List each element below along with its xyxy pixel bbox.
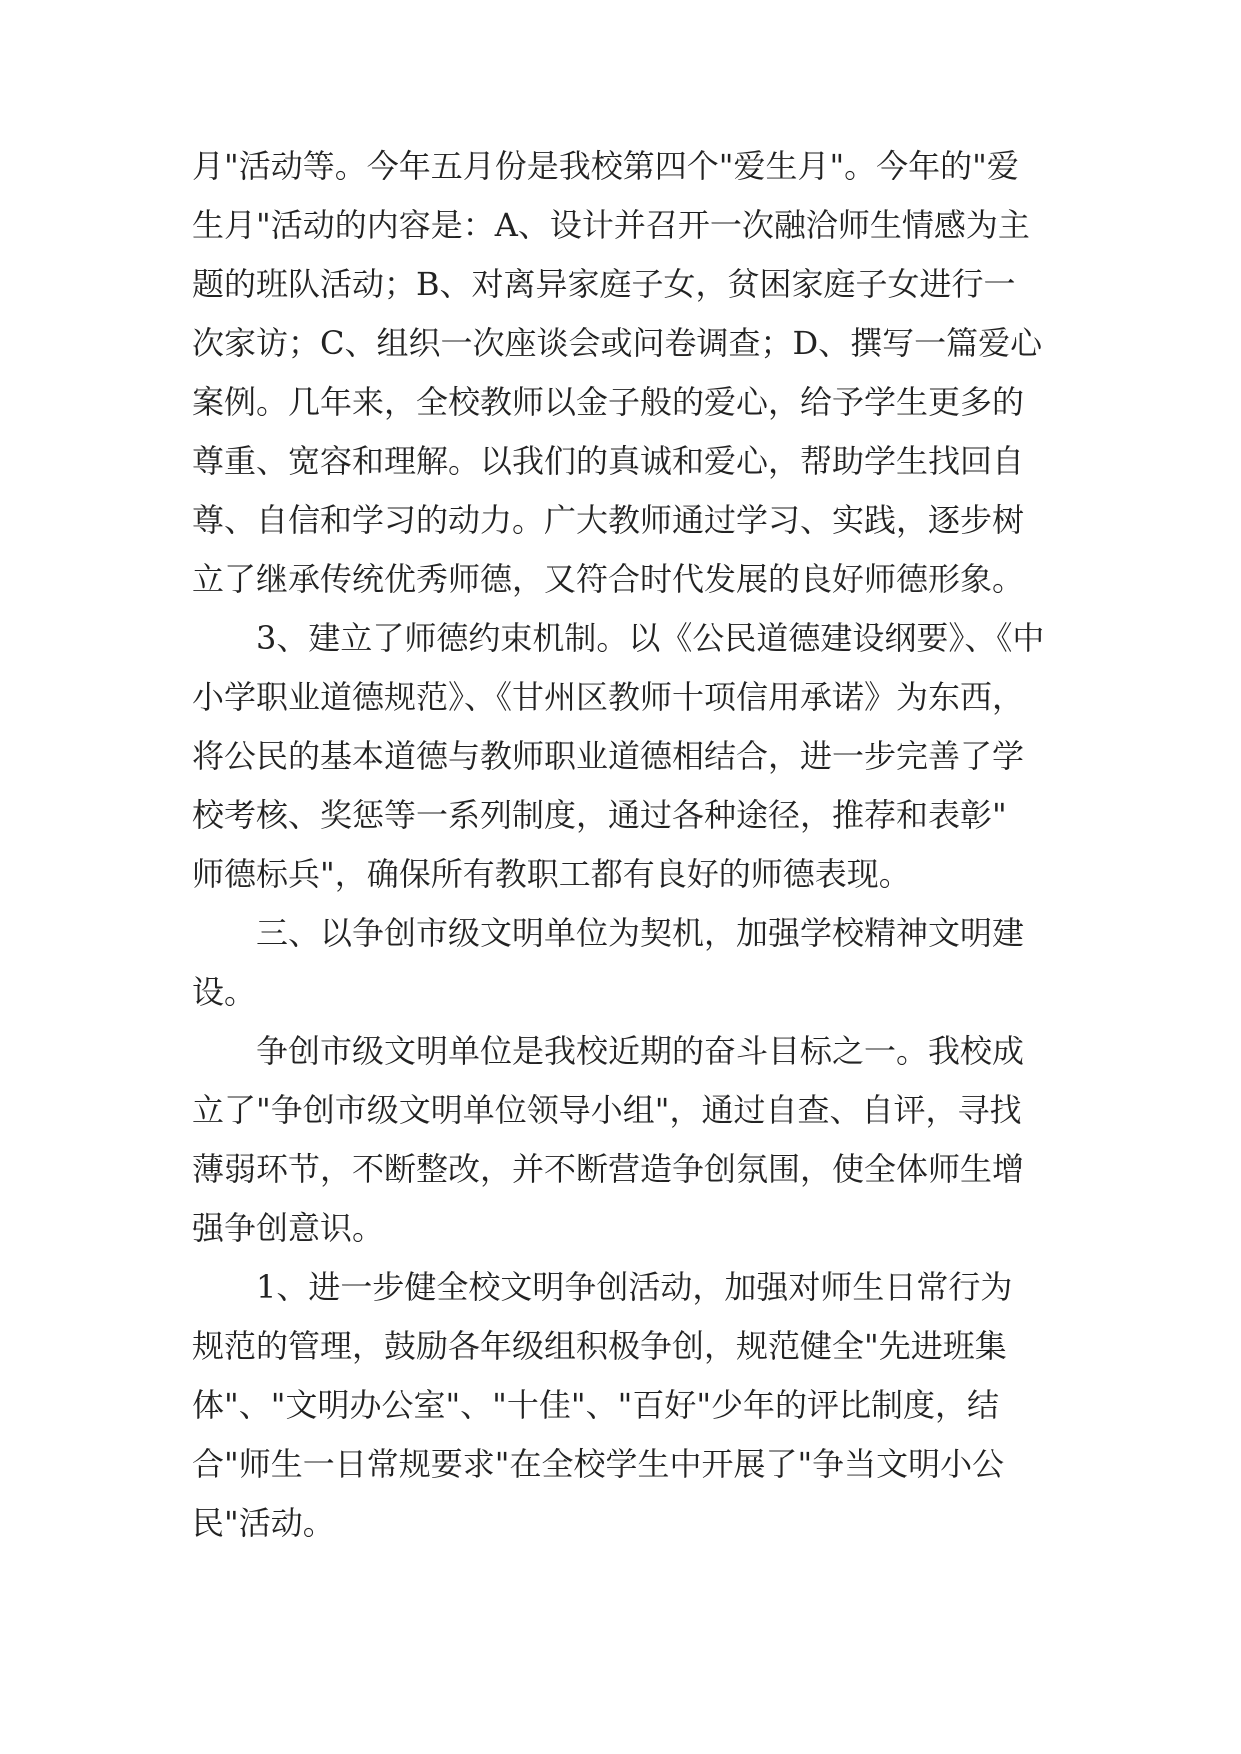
text-line: 月"活动等。今年五月份是我校第四个"爱生月"。今年的"爱 — [192, 147, 1019, 185]
text-line: 尊、自信和学习的动力。广大教师通过学习、实践，逐步树 — [192, 501, 1025, 539]
paragraph-first-line: 1、进一步健全校文明争创活动，加强对师生日常行为 — [256, 1268, 1013, 1306]
text-line: 尊重、宽容和理解。以我们的真诚和爱心，帮助学生找回自 — [192, 442, 1025, 480]
text-line: 生月"活动的内容是：A、设计并召开一次融洽师生情感为主 — [192, 206, 1030, 244]
text-line: 合"师生一日常规要求"在全校学生中开展了"争当文明小公 — [192, 1445, 1005, 1483]
text-line: 规范的管理，鼓励各年级组积极争创，规范健全"先进班集 — [192, 1327, 1007, 1365]
paragraph-first-line: 争创市级文明单位是我校近期的奋斗目标之一。我校成 — [256, 1032, 1025, 1070]
text-line: 题的班队活动；B、对离异家庭子女，贫困家庭子女进行一 — [192, 265, 1016, 303]
text-line: 小学职业道德规范》、《甘州区教师十项信用承诺》为东西， — [192, 678, 1025, 716]
text-line: 将公民的基本道德与教师职业道德相结合，进一步完善了学 — [192, 737, 1025, 775]
text-line: 薄弱环节，不断整改，并不断营造争创氛围，使全体师生增 — [192, 1150, 1025, 1188]
text-line: 案例。几年来，全校教师以金子般的爱心，给予学生更多的 — [192, 383, 1025, 421]
text-line: 立了继承传统优秀师德，又符合时代发展的良好师德形象。 — [192, 560, 1025, 598]
text-line: 校考核、奖惩等一系列制度，通过各种途径，推荐和表彰" — [192, 796, 1007, 834]
text-line: 立了"争创市级文明单位领导小组"，通过自查、自评，寻找 — [192, 1091, 1022, 1129]
text-line: 体"、"文明办公室"、"十佳"、"百好"少年的评比制度，结 — [192, 1386, 1000, 1424]
text-line: 强争创意识。 — [192, 1209, 385, 1247]
text-line: 次家访；C、组织一次座谈会或问卷调查；D、撰写一篇爱心 — [192, 324, 1043, 362]
section-heading-continued: 设。 — [192, 973, 257, 1011]
text-line: 民"活动。 — [192, 1504, 335, 1542]
text-line: 师德标兵"，确保所有教职工都有良好的师德表现。 — [192, 855, 911, 893]
section-heading: 三、以争创市级文明单位为契机，加强学校精神文明建 — [256, 914, 1025, 952]
paragraph-first-line: 3、建立了师德约束机制。以《公民道德建设纲要》、《中 — [256, 619, 1045, 657]
